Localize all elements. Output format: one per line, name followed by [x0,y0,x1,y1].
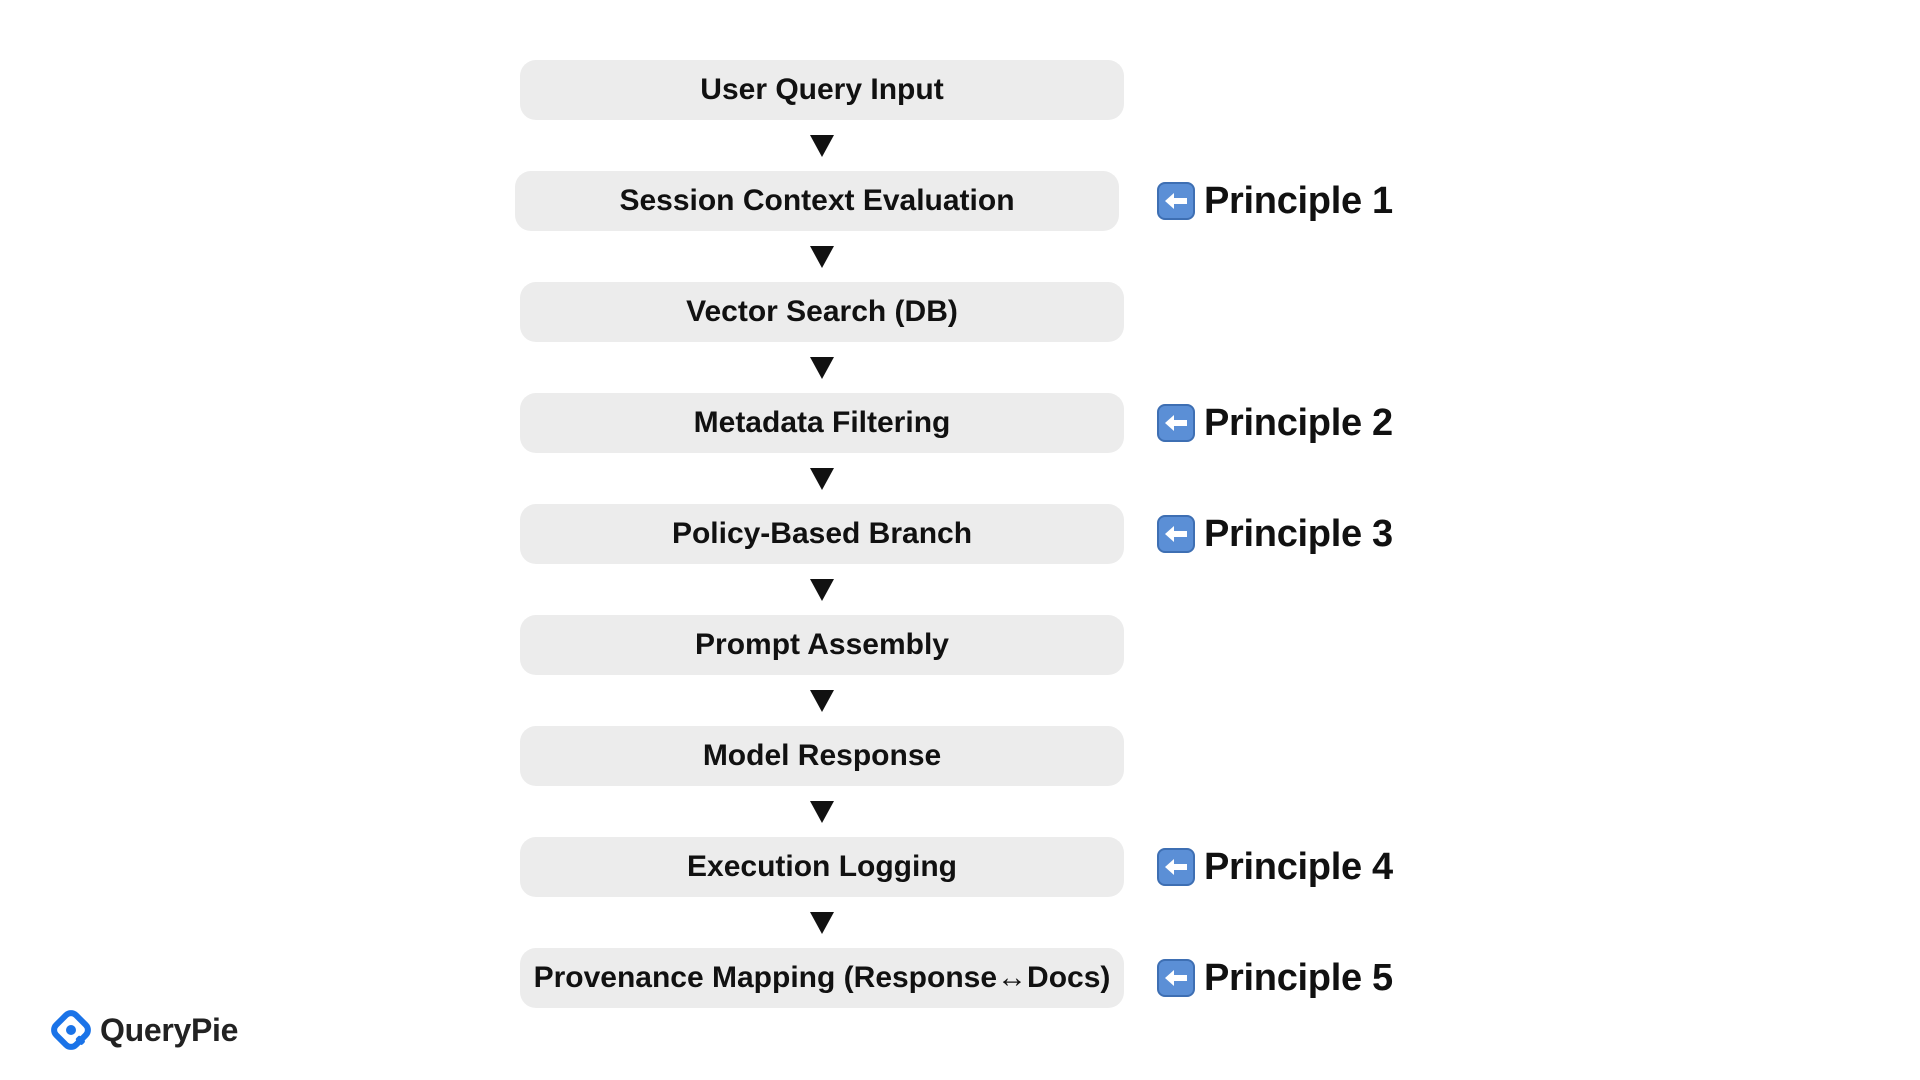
down-arrow-icon [810,357,834,379]
step-provenance-mapping: Provenance Mapping (Response↔Docs) [520,948,1124,1008]
step-policy-based-branch: Policy-Based Branch [520,504,1124,564]
down-arrow-icon [810,690,834,712]
principle-3-annotation [1157,510,1393,558]
step-model-response: Model Response [520,726,1124,786]
principle-4-annotation [1157,843,1393,891]
principle-2-annotation [1157,399,1393,447]
left-arrow-emoji-icon [1157,515,1195,553]
down-arrow-icon [810,579,834,601]
principle-label: Principle 2 [1204,401,1393,444]
down-arrow-icon [810,801,834,823]
principle-1-annotation [1157,177,1393,225]
down-arrow-icon [810,135,834,157]
left-arrow-emoji-icon [1157,959,1195,997]
brand-name: QueryPie [100,1011,239,1048]
step-user-query-input: User Query Input [520,60,1124,120]
principle-label: Principle 1 [1204,179,1393,222]
down-arrow-icon [810,468,834,490]
down-arrow-icon [810,246,834,268]
brand [50,1008,238,1052]
left-arrow-emoji-icon [1157,848,1195,886]
step-execution-logging: Execution Logging [520,837,1124,897]
left-arrow-emoji-icon [1157,182,1195,220]
step-metadata-filtering: Metadata Filtering [520,393,1124,453]
left-arrow-emoji-icon [1157,404,1195,442]
principle-label: Principle 4 [1204,845,1393,888]
querypie-logo-icon [50,1009,92,1051]
principle-5-annotation [1157,954,1393,1002]
step-prompt-assembly: Prompt Assembly [520,615,1124,675]
step-session-context-evaluation: Session Context Evaluation [515,171,1119,231]
step-vector-search: Vector Search (DB) [520,282,1124,342]
principle-label: Principle 3 [1204,512,1393,555]
down-arrow-icon [810,912,834,934]
principle-label: Principle 5 [1204,956,1393,999]
